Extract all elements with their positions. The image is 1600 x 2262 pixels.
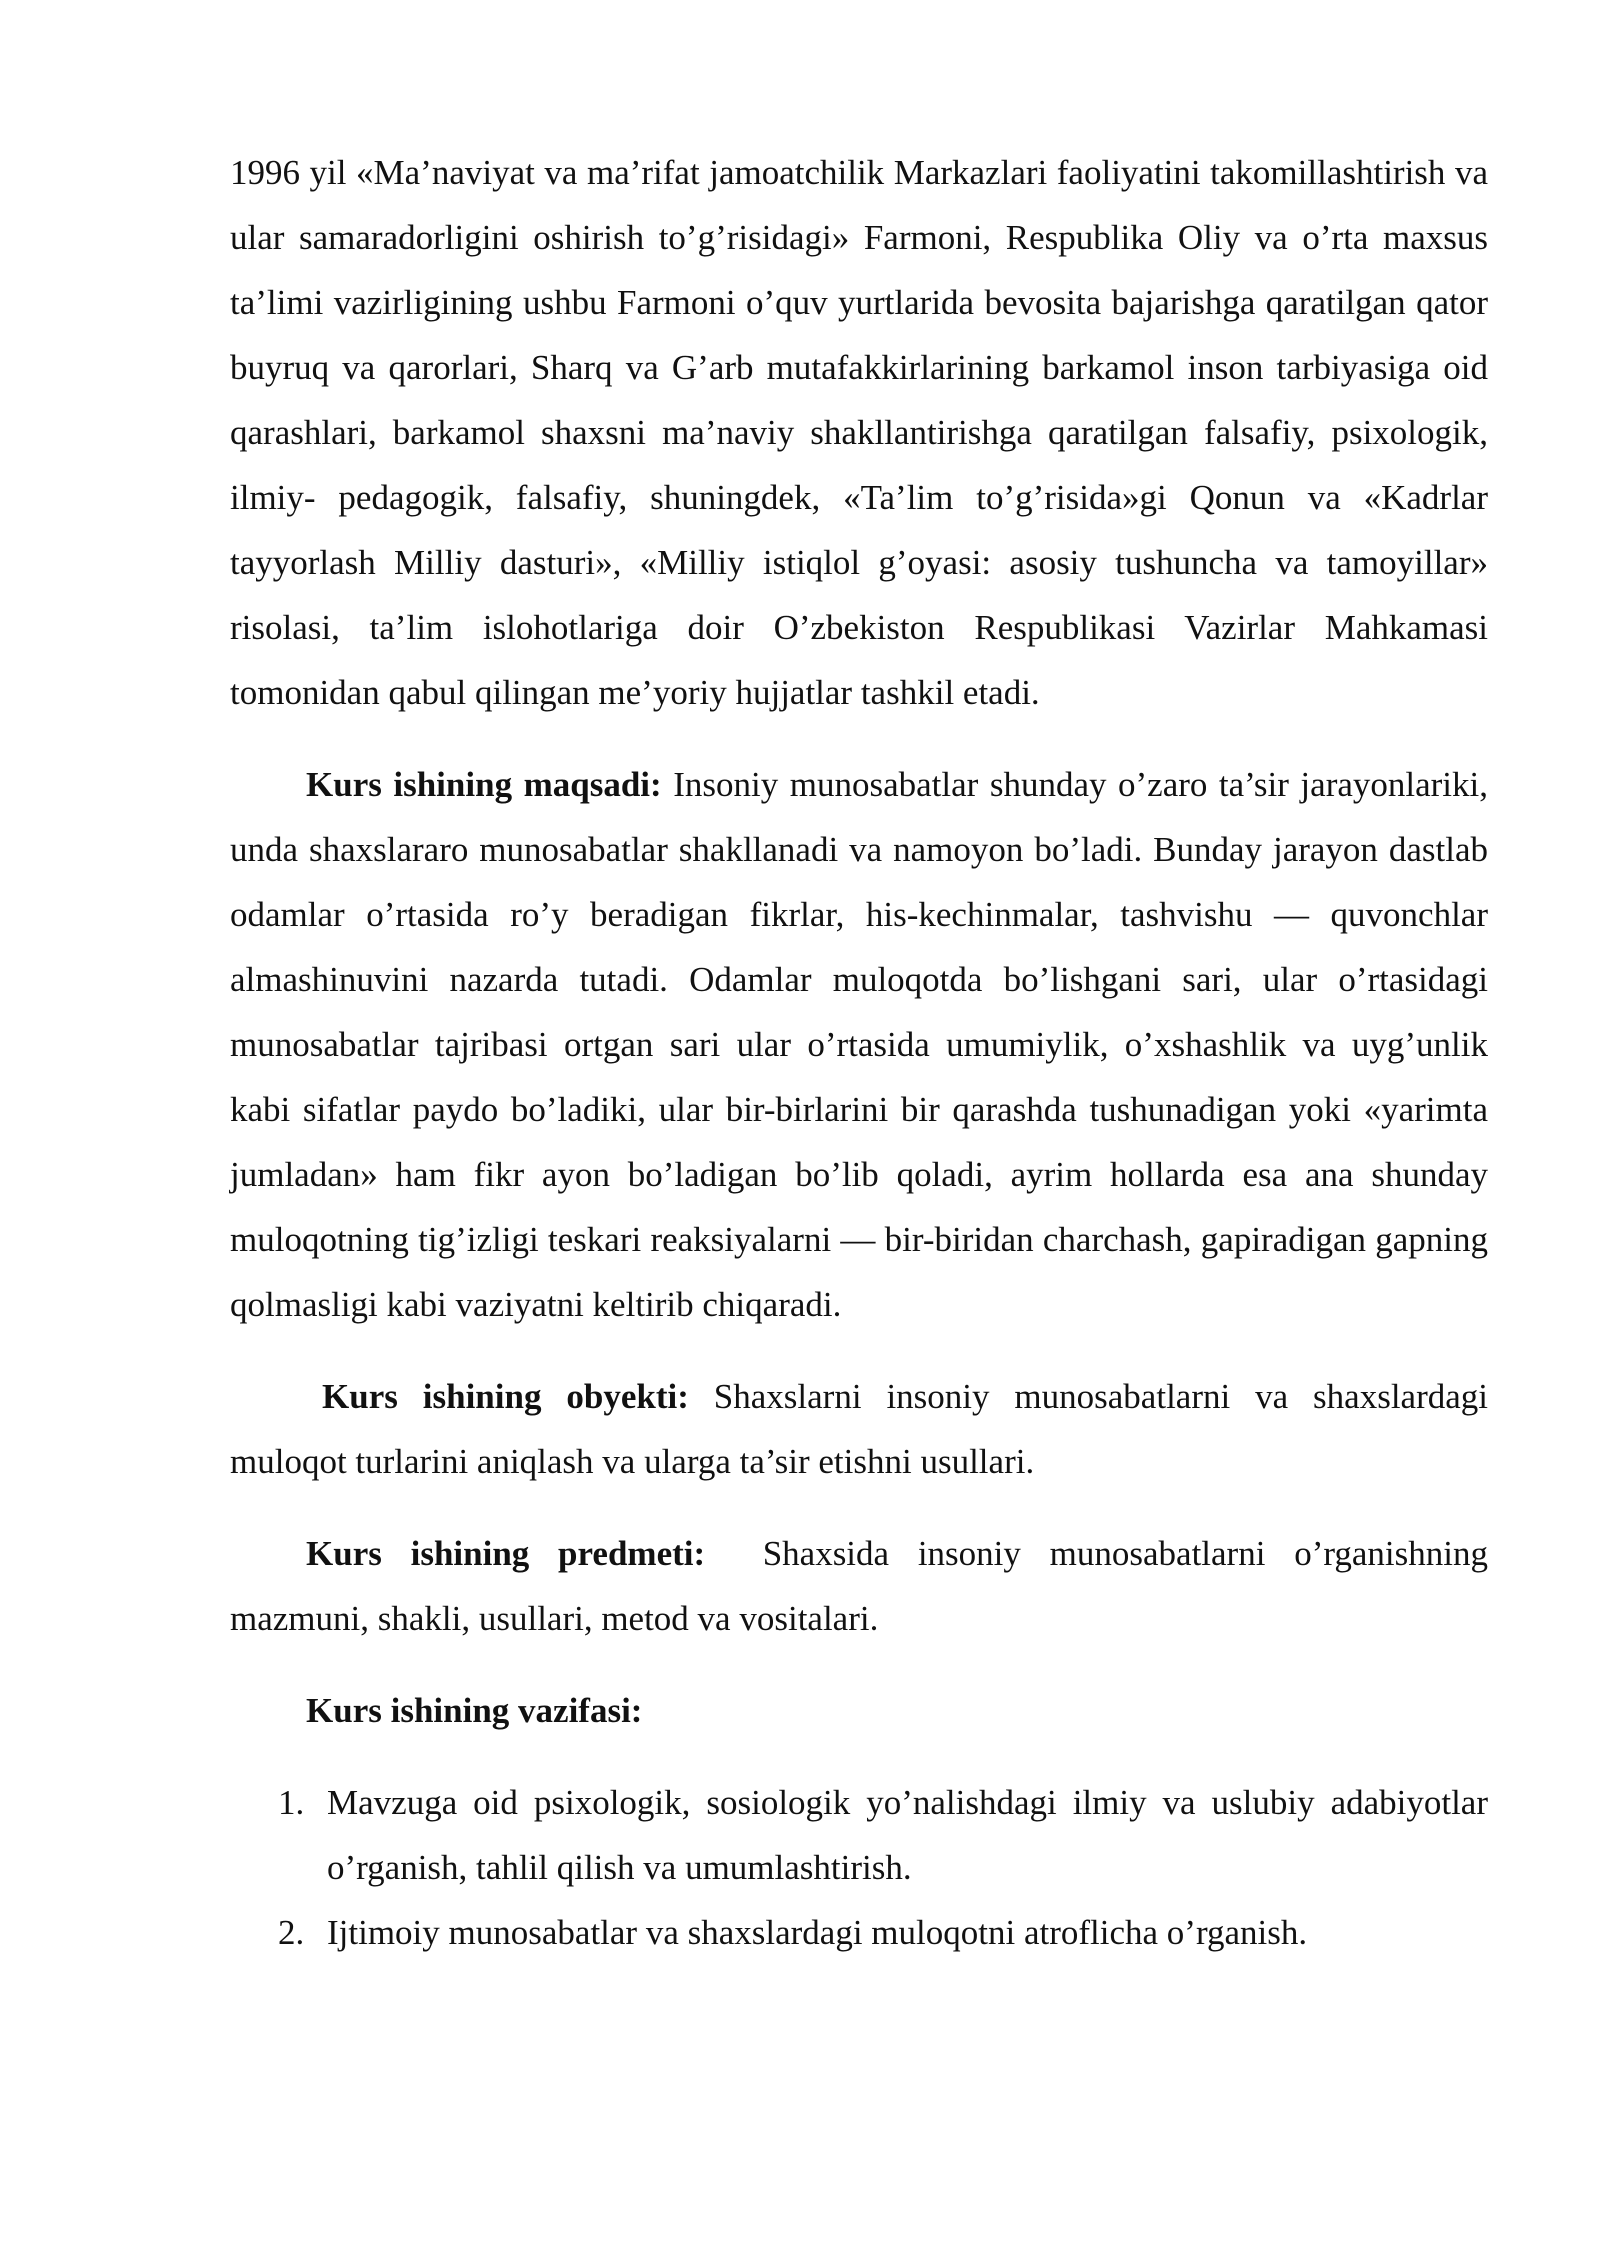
intro-paragraph: 1996 yil «Ma’naviyat va ma’rifat jamoatchilik Markazlari faoliyatini takomillashtirish va ular samaradorligini oshirish to’g’risidagi» Farmoni, Respublika Oliy va o’rta maxsus ta’limi vazirligining ushbu Farmoni o’quv yurtlarida bevosita bajarishga qaratilgan qator buyruq va qarorlari, Sharq va G’arb mutafakkirlarining barkamol inson tarbiyasiga oid qarashlari, barkamol shaxsni ma’naviy shakllantirishga qaratilgan falsafiy, psixologik, ilmiy- pedagogik, falsafiy, shuningdek, «Ta’lim to’g’risida»gi Qonun va «Kadrlar tayyorlash Milliy dasturi», «Milliy istiqlol g’oyasi: asosiy tushuncha va tamoyillar» risolasi, ta’lim islohotlariga doir O’zbekiston Respublikasi Vazirlar Mahkamasi tomonidan qabul qilingan me’yoriy hujjatlar tashkil etadi. — [230, 153, 1488, 712]
task-number: 1. — [278, 1783, 305, 1822]
task-text: Mavzuga oid psixologik, sosiologik yo’nalishdagi ilmiy va uslubiy adabiyotlar o’rganish, tahlil qilish va umumlashtirish. — [327, 1783, 1488, 1887]
document-page — [230, 140, 1488, 1965]
task-item — [230, 1900, 1488, 1965]
goal-label: Kurs ishining maqsadi: — [306, 765, 662, 804]
task-number: 2. — [278, 1913, 305, 1952]
tasks-list — [230, 1770, 1488, 1965]
object-label: Kurs ishining obyekti: — [322, 1377, 689, 1416]
task-item — [230, 1770, 1488, 1900]
task-text: Ijtimoiy munosabatlar va shaxslardagi muloqotni atroflicha o’rganish. — [327, 1913, 1308, 1952]
object-paragraph — [230, 1364, 1488, 1494]
subject-paragraph — [230, 1521, 1488, 1651]
tasks-heading: Kurs ishining vazifasi: — [306, 1691, 643, 1730]
subject-text: Shaxsida insoniy munosabatlarni o’rganishning mazmuni, shakli, usullari, metod va vositalari. — [230, 1534, 1488, 1638]
goal-text: Insoniy munosabatlar shunday o’zaro ta’sir jarayonlariki, unda shaxslararo munosabatlar shakllanadi va namoyon bo’ladi. Bunday jarayon dastlab odamlar o’rtasida ro’y beradigan fikrlar, his-kechinmalar, tashvishu — quvonchlar almashinuvini nazarda tutadi. Odamlar muloqotda bo’lishgani sari, ular o’rtasidagi munosabatlar tajribasi ortgan sari ular o’rtasida umumiylik, o’xshashlik va uyg’unlik kabi sifatlar paydo bo’ladiki, ular bir-birlarini bir qarashda tushunadigan yoki «yarimta jumladan» ham fikr ayon bo’ladigan bo’lib qoladi, ayrim hollarda esa ana shunday muloqotning tig’izligi teskari reaksiyalarni — bir-biridan charchash, gapiradigan gapning qolmasligi kabi vaziyatni keltirib chiqaradi. — [230, 765, 1488, 1324]
object-text: Shaxslarni insoniy munosabatlarni va shaxslardagi muloqot turlarini aniqlash va ularga ta’sir etishni usullari. — [230, 1377, 1489, 1481]
goal-paragraph — [230, 752, 1488, 1337]
subject-label: Kurs ishining predmeti: — [306, 1534, 706, 1573]
